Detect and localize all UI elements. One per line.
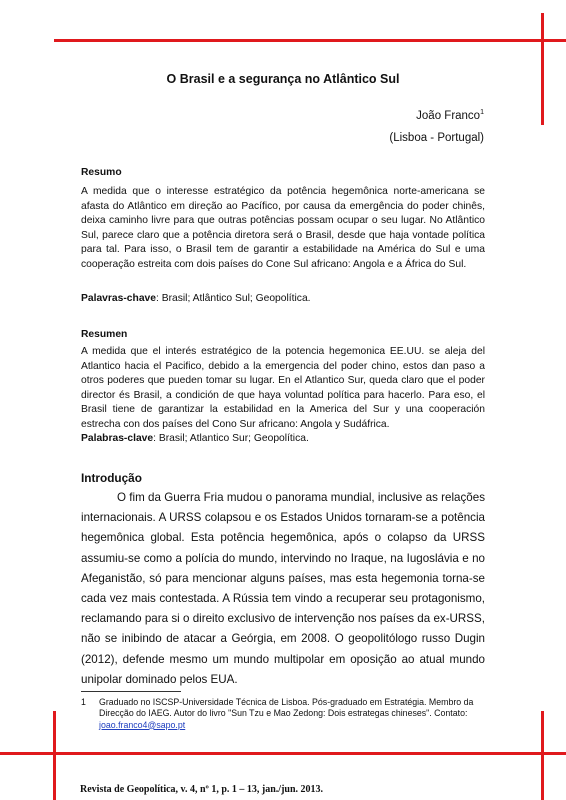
bottom-left-red-rule bbox=[53, 711, 56, 800]
introducao-body: O fim da Guerra Fria mudou o panorama mundial, inclusive as relações internacionais. A URSS colapsou e os Estados Unidos tornaram-se a potência hegemônica global. Esta potência hegemônica, após o colapso da URSS assumiu-se como a polícia do mundo, intervindo no Iraque, na Iugoslávia e no Afeganistão, só para mencionar alguns países, mas esta hegemonia torna-se cada vez mais contestada. A Rússia tem vindo a recuperar seu protagonismo, reclamando para si o direito exclusivo de intervenção nos países da ex-URSS, não se inibindo de atacar a Geórgia, em 2008. O geopolitólogo russo Dugin (2012), defende mesmo um mundo multipolar em oposição ao atual mundo unipolar dominado pelos EUA. bbox=[81, 491, 485, 686]
top-red-rule bbox=[54, 39, 566, 42]
author-location: (Lisboa - Portugal) bbox=[389, 132, 484, 144]
footnote-text: Graduado no ISCSP-Universidade Técnica de Lisboa. Pós-graduado em Estratégia. Membro da Direcção do IAEG. Autor do livro "Sun Tzu e Mao Zedong: Dois estrategas chineses". Contato: bbox=[99, 697, 474, 719]
footnote-email-link[interactable]: joao.franco4@sapo.pt bbox=[99, 719, 186, 730]
palabras-clave-values: : Brasil; Atlantico Sur; Geopolítica. bbox=[153, 433, 309, 444]
footnote-number: 1 bbox=[81, 697, 86, 707]
palabras-clave-label: Palabras-clave bbox=[81, 433, 154, 444]
resumo-body: A medida que o interesse estratégico da potência hegemônica norte-americana se afasta do Atlântico em direção ao Pacífico, por causa da emergência do poder chinês, deixa caminho livre para que outras potências possam ocupar o seu lugar. No Atlântico Sul, parece claro que a potência diretora será o Brasil, desde que haja vontade política para tal. Para isso, o Brasil tem de garantir a estabilidade na América do Sul e uma cooperação estreita com dois países do Cone Sul africano: Angola e a África do Sul. bbox=[81, 186, 485, 270]
resumen-heading: Resumen bbox=[81, 329, 128, 340]
author-footnote-ref: 1 bbox=[480, 109, 484, 116]
article-title: O Brasil e a segurança no Atlântico Sul bbox=[166, 72, 400, 86]
bottom-right-red-rule bbox=[541, 711, 544, 800]
resumen-body: A medida que el interés estratégico de la potencia hegemonica EE.UU. se aleja del Atlantico hacia el Pacifico, debido a la emergencia del poder chino, estos dan paso a otros poderes que pueden tomar su lugar. En el Atlantico Sur, queda claro que el poder director és Brasil, a condición de que haya voluntad política para hacerlo. Para eso, el Brasil tiene de garantizar la estabilidad en la America del Sur y una cooperación estrecha con dos países del Cono Sur africano: Angola y Sudáfrica. bbox=[81, 346, 485, 430]
palavras-chave-label: Palavras-chave bbox=[81, 293, 156, 304]
resumo-heading: Resumo bbox=[81, 167, 122, 178]
footnote-text-wrap bbox=[99, 697, 485, 731]
bottom-red-rule bbox=[0, 752, 566, 755]
footnote-separator bbox=[81, 691, 181, 692]
palavras-chave bbox=[81, 292, 485, 307]
introducao-heading: Introdução bbox=[81, 471, 142, 485]
top-right-red-rule bbox=[541, 13, 544, 125]
author-name bbox=[416, 109, 484, 122]
journal-footer: Revista de Geopolítica, v. 4, nº 1, p. 1 – 13, jan./jun. 2013. bbox=[80, 784, 324, 795]
author-name-text: João Franco bbox=[416, 109, 481, 122]
palabras-clave bbox=[81, 432, 485, 447]
palavras-chave-values: : Brasil; Atlântico Sul; Geopolítica. bbox=[156, 293, 311, 304]
footnote bbox=[81, 697, 485, 731]
